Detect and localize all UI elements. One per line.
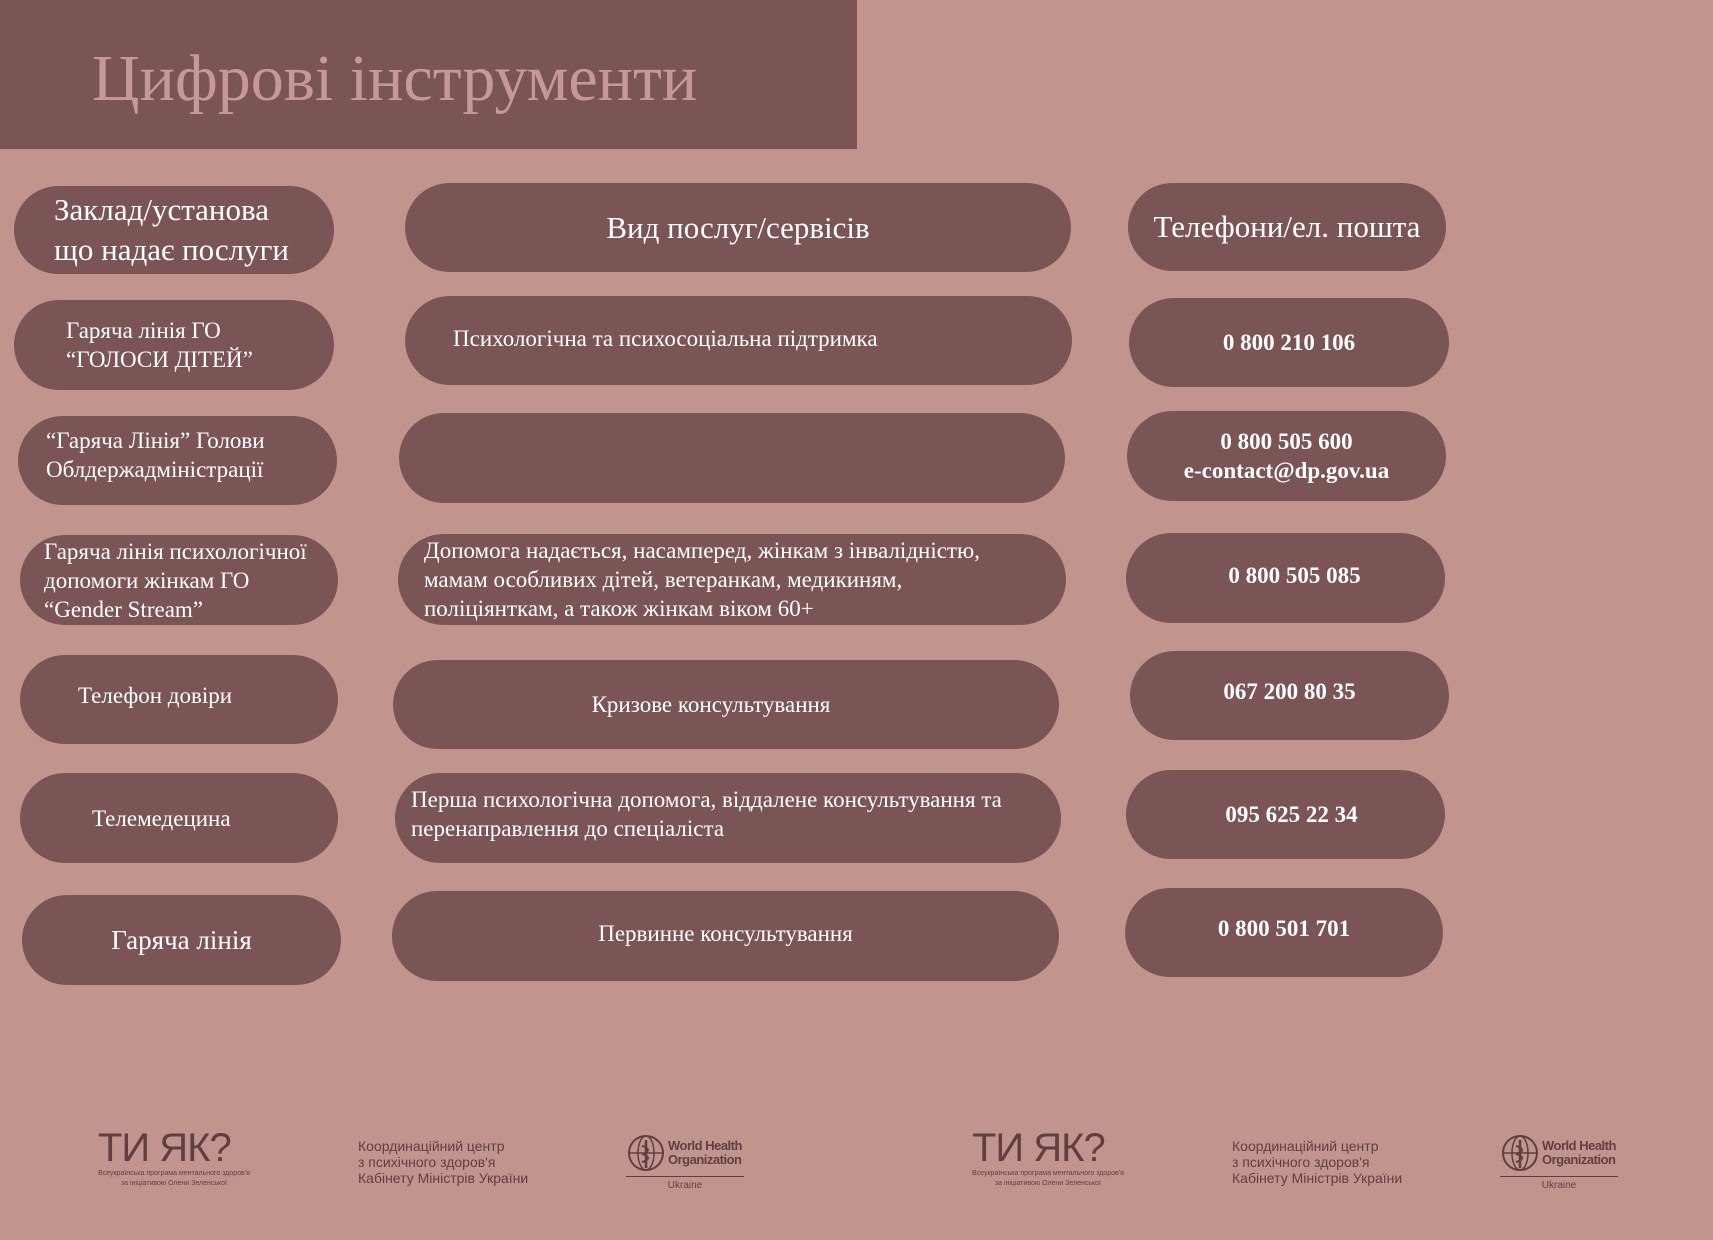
tyak-caption-line-1: Всеукраїнська програма ментального здоров'я: [972, 1170, 1124, 1177]
row-1-service: [405, 296, 1072, 385]
footer-who-logo-1: [626, 1134, 744, 1191]
row-3-institution-line-2: допомоги жінкам ГО: [44, 567, 250, 593]
coordination-line-3: Кабінету Міністрів України: [358, 1170, 529, 1186]
row-4-institution: [20, 655, 338, 744]
page-title: Цифрові інструменти: [92, 42, 698, 115]
row-3-institution-line-3: “Gender Stream”: [44, 596, 204, 622]
coordination-line-2: з психічного здоров'я: [1232, 1154, 1370, 1170]
tyak-wordmark: ТИ ЯК?: [98, 1126, 231, 1170]
header-services-label: Вид послуг/сервісів: [606, 209, 870, 245]
footer-coordination-center-2: [1232, 1138, 1402, 1186]
coordination-line-3: Кабінету Міністрів України: [1232, 1170, 1403, 1186]
row-6-institution-text: Гаряча лінія: [111, 925, 252, 955]
tyak-caption-line-2: за ініціативою Олени Зеленської: [120, 1180, 227, 1187]
who-name-line-1: World Health: [668, 1138, 742, 1153]
coordination-line-1: Координаційний центр: [358, 1138, 505, 1154]
tyak-caption-line-1: Всеукраїнська програма ментального здоров'я: [98, 1170, 250, 1177]
row-3-contacts: [1126, 533, 1445, 623]
tyak-wordmark: ТИ ЯК?: [972, 1126, 1105, 1170]
row-6-phone: 0 800 501 701: [1217, 916, 1351, 941]
header-contacts-label: Телефони/ел. пошта: [1153, 209, 1421, 244]
header-institution-line-2: що надає послуги: [54, 232, 289, 267]
row-1-phone: 0 800 210 106: [1222, 330, 1356, 355]
tyak-caption-line-2: за ініціативою Олени Зеленської: [994, 1180, 1101, 1187]
row-1-service-text: Психологічна та психосоціальна підтримка: [453, 326, 878, 351]
row-6-institution: [22, 895, 341, 985]
coordination-line-2: з психічного здоров'я: [358, 1154, 496, 1170]
row-3-phone: 0 800 505 085: [1228, 562, 1361, 588]
header-institution: [14, 186, 334, 274]
row-4-institution-text: Телефон довіри: [78, 683, 233, 708]
header-services: [405, 183, 1071, 272]
row-3-service-line-1: Допомога надається, насамперед, жінкам з інвалідністю,: [424, 538, 980, 563]
row-3-service: [398, 534, 1066, 625]
row-2-phone: 0 800 505 600: [1220, 429, 1353, 454]
who-country: Ukraine: [626, 1176, 744, 1191]
row-6-service-text: Первинне консультування: [598, 920, 853, 946]
who-emblem-icon: [626, 1134, 666, 1172]
row-2-service: [399, 413, 1065, 503]
who-row: [626, 1134, 744, 1172]
row-5-service-line-1: Перша психологічна допомога, віддалене консультування та: [411, 787, 1002, 812]
row-1-contacts: [1129, 298, 1449, 387]
row-4-service: [393, 660, 1059, 749]
who-name-line-2: Organization: [668, 1152, 742, 1167]
row-5-contacts: [1126, 770, 1445, 859]
who-country: Ukraine: [1500, 1176, 1618, 1191]
row-3-institution: [20, 535, 338, 625]
row-6-contacts: [1125, 888, 1443, 977]
row-4-phone: 067 200 80 35: [1223, 679, 1356, 704]
row-6-service: [392, 891, 1059, 981]
row-2-institution: [18, 416, 337, 505]
row-5-service-line-2: перенаправлення до спеціаліста: [411, 816, 725, 841]
row-3-service-line-3: поліціянткам, а також жінкам віком 60+: [424, 596, 814, 621]
row-2-institution-line-1: “Гаряча Лінія” Голови: [46, 427, 265, 453]
header-contacts: [1128, 183, 1446, 271]
footer-tyak-logo-1: [98, 1128, 250, 1188]
row-5-institution-text: Телемедецина: [92, 805, 231, 831]
who-name-line-1: World Health: [1542, 1138, 1616, 1153]
header-institution-line-1: Заклад/установа: [54, 192, 269, 227]
row-1-institution-line-1: Гаряча лінія ГО: [66, 318, 221, 343]
row-4-contacts: [1130, 651, 1449, 740]
coordination-line-1: Координаційний центр: [1232, 1138, 1379, 1154]
row-5-phone: 095 625 22 34: [1225, 802, 1358, 827]
title-band: [0, 0, 857, 149]
row-1-institution-line-2: “ГОЛОСИ ДІТЕЙ”: [66, 347, 253, 372]
row-5-institution: [20, 773, 338, 863]
row-2-contacts: [1127, 411, 1446, 501]
row-3-institution-line-1: Гаряча лінія психологічної: [44, 538, 307, 564]
row-3-service-line-2: мамам особливих дітей, ветеранкам, медикиням,: [424, 567, 903, 592]
who-name: [666, 1139, 742, 1167]
who-emblem-icon: [1500, 1134, 1540, 1172]
who-name-line-2: Organization: [1542, 1152, 1616, 1167]
footer-coordination-center-1: [358, 1138, 528, 1186]
row-1-institution: [14, 300, 334, 390]
who-name: [1540, 1139, 1616, 1167]
footer-who-logo-2: [1500, 1134, 1618, 1191]
row-2-institution-line-2: Облдержадміністрації: [46, 456, 264, 482]
who-row: [1500, 1134, 1618, 1172]
footer-tyak-logo-2: [972, 1128, 1124, 1188]
row-2-email: e-contact@dp.gov.ua: [1183, 458, 1390, 483]
row-5-service: [395, 773, 1061, 863]
row-4-service-text: Кризове консультування: [591, 692, 831, 717]
